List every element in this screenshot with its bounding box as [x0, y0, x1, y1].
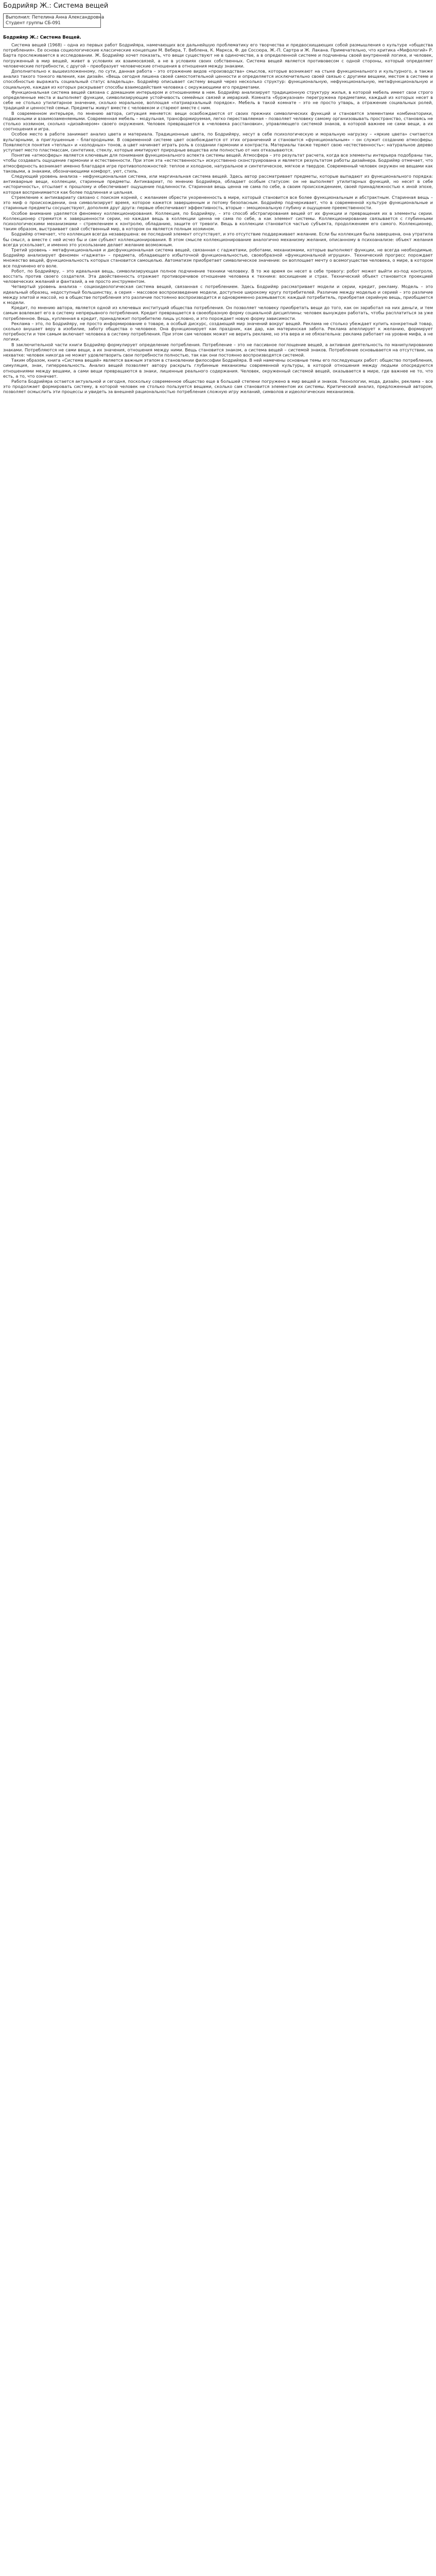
body-paragraph: Бодрийяр отмечает, что коллекция всегда незавершена: ее последний элемент отсутствует, и это отсутствие поддерживает желание. Если бы коллекция была завершена, она утратила бы смысл, а вместе с ней исчез бы и сам субъект коллекционирования. В этом смысле коллекционирование аналогично механизму желания, описанному в психоанализе: объект желания всегда ускользает, и именно это ускользание делает желание возможным. — [3, 231, 433, 247]
body-paragraph: Функциональная система вещей связана с домашним интерьером и отношениями в нем. Бодрийяр анализирует традиционную структуру жилья, в которой мебель имеет свои строго определенные места и выполняет функции, символизирующие устойчивость семейных связей и иерархий. Комната «буржуазная» перегружена предметами, каждый из которых несет в себе не столько утилитарное значение, сколько моральное, воплощая «патриархальный порядок». Мебель в такой комнате – это не просто утварь, а отражение социальных ролей, традиций и ценностей семьи. Предметы живут вместе с человеком и стареют вместе с ним. — [3, 89, 433, 111]
author-line: Выполнил: Петелина Анна Александровна — [6, 15, 104, 20]
body-paragraph: Четвертый уровень анализа – социоидеологическая система вещей, связанная с потреблением. Здесь Бодрийяр рассматривает модели и серии, кредит, рекламу. Модель – это идеальный образец, недоступный большинству, а серия – массовое воспроизведение модели, доступное широкому кругу потребителей. Различие между моделью и серией – это различие между элитой и массой, но в обществе потребления это различие постоянно воспроизводится и одновременно размывается: каждый потребитель, приобретая серийную вещь, приобщается к модели. — [3, 284, 433, 305]
author-info-box — [3, 13, 104, 28]
body-paragraph: Дополнительно к вышеизложенному, по сути, данная работа – это отражение видов «производства» смыслов, которые возникают на стыке функционального и культурного, а также анализ такого тонкого явления, как дизайн. «Вещь сегодня лишена своей самостоятельной ценности и определяется исключительно своей связью с другими вещами, местом в системе и способностью выражать социальный статус владельца». Бодрийяр описывает систему вещей через несколько структур: функциональную, нефункциональную, метафункциональную и социальную, каждая из которых раскрывает способы взаимодействия человека с окружающими его предметами. — [3, 69, 433, 90]
body-paragraph: Понятие «атмосферы» является ключевым для понимания функционального аспекта системы вещей. Атмосфера – это результат расчета, когда все элементы интерьера подобраны так, чтобы создавать ощущение гармонии и естественности. При этом эта «естественность» искусственно сконструирована и является результатом работы дизайнера. Бодрийяр отмечает, что атмосферность возникает именно благодаря игре противоположностей: теплое и холодное, натуральное и синтетическое, мягкое и твердое. Современный человек окружен не вещами как таковыми, а знаками, обозначающими комфорт, уют, стиль. — [3, 152, 433, 174]
body-paragraph: Особое внимание уделяется феномену коллекционирования. Коллекция, по Бодрийяру, – это способ абстрагирования вещей от их функции и превращения их в элементы серии. Коллекционер стремится к завершенности серии, но каждая вещь в коллекции ценна не сама по себе, а как элемент системы. Коллекционирование связывается с глубинными психологическими механизмами – стремлением к контролю, обладанию, защите от тревоги. Вещь в коллекции становится частью субъекта, продолжением его самого. Коллекционер, таким образом, выстраивает свой собственный мир, в котором он является полным хозяином. — [3, 210, 433, 232]
body-paragraph: Реклама – это, по Бодрийяру, не просто информирование о товаре, а особый дискурс, создающий мир значений вокруг вещей. Реклама не столько убеждает купить конкретный товар, сколько внушает веру в изобилие, заботу общества о человеке. Она функционирует как праздник, как дар, как материнская забота. Реклама апеллирует к желанию, формирует потребности и тем самым включает человека в систему потребления. При этом сам человек может не верить рекламе, но эта вера и не обязательна: реклама работает на уровне мифа, а не логики. — [3, 320, 433, 342]
group-line: Студент группы СБ-091 — [6, 21, 61, 26]
document-body — [3, 42, 433, 395]
body-paragraph: Система вещей (1968) – одна из первых работ Бодрийяра, намечающих все дальнейшую проблематику его творчества и предвосхищающих собой размышления о культуре «общества потребления». Ее основа социологические классические концепции М. Вебера, Т. Веблена, К. Маркса, Ф. де Соссюра, Ж.-П. Сартра и Ж. Лакана. Примечательно, что критика «Мифологий» Р. Барта прослеживается в исследовании. Ж. Бодрийяр хочет показать, что вещи существуют не в одиночестве, а в определенной системе и подчинены своей внутренней логике, и человек, погруженный в мир вещей, живет в условиях их взаимосвязей, а не в условиях своих собственных. Система вещей является противовесом с одной стороны, который определяет человеческие потребности, с другой – преобразует человеческие отношения в отношения между знаками. — [3, 42, 433, 69]
body-paragraph: Третий уровень – метафункциональная и дисфункциональная система вещей, связанная с гаджетами, роботами, механизмами, которые выполняют функции, не всегда необходимые. Бодрийяр анализирует феномен «гаджета» – предмета, обладающего избыточной функциональностью, своеобразной «функциональной игрушки». Технический прогресс порождает множество вещей, функциональность которых становится самоцелью. Автоматизм приобретает символическое значение: он воплощает мечту о всемогуществе человека, о мире, в котором все подчинено его воле. — [3, 247, 433, 268]
section-heading: Бодрийяр Ж.: Система Вещей. — [3, 35, 81, 40]
body-paragraph: В заключительной части книги Бодрийяр формулирует определение потребления. Потребление – это не пассивное поглощение вещей, а активная деятельность по манипулированию знаками. Потребляются не сами вещи, а их значения, отношения между ними. Вещь становится знаком, а система вещей – системой знаков. Потребление основывается на отсутствии, на нехватке: человек никогда не может удовлетворить свои потребности полностью, так как они постоянно воспроизводятся системой. — [3, 342, 433, 358]
body-paragraph: В современном интерьере, по мнению автора, ситуация меняется: вещи освобождаются от своих прежних символических функций и становятся элементами комбинаторики, подвижными и взаимозаменяемыми. Современная мебель – модульная, трансформируемая, легко переставляемая – позволяет человеку самому организовывать пространство, становясь не столько хозяином, сколько «дизайнером» своего окружения. Человек превращается в «человека расстановки», управляющего системой знаков, в которой важнее не сами вещи, а их соотношения и игра. — [3, 110, 433, 132]
body-paragraph: Кредит, по мнению автора, является одной из ключевых институций общества потребления. Он позволяет человеку приобретать вещи до того, как он заработал на них деньги, и тем самым вовлекает его в систему непрерывного потребления. Кредит превращается в своеобразную форму социальной дисциплины: человек вынужден работать, чтобы расплатиться за уже потребленное. Вещь, купленная в кредит, принадлежит потребителю лишь условно, и это порождает новую форму зависимости. — [3, 305, 433, 321]
body-paragraph: Стремление к антиквариату связано с поиском корней, с желанием обрести укорененность в мире, который становится все более функциональным и абстрактным. Старинная вещь – это миф о происхождении, она символизирует время, которое кажется завершенным и потому безопасным. Бодрийяр подчеркивает, что в современной культуре функциональные и старинные предметы сосуществуют, дополняя друг друга: первые обеспечивают эффективность, вторые – эмоциональную глубину и ощущение преемственности. — [3, 194, 433, 211]
body-paragraph: Работа Бодрийяра остается актуальной и сегодня, поскольку современное общество еще в большей степени погружено в мир вещей и знаков. Технологии, мода, дизайн, реклама – все это продолжает формировать систему, в которой человек не столько пользуется вещами, сколько сам становится элементом их системы. Критический анализ, предложенный автором, позволяет осмыслить эти процессы и увидеть за внешней рациональностью потребления сложную игру желаний, символов и идеологических механизмов. — [3, 379, 433, 395]
body-paragraph: Таким образом, книга «Система вещей» является важным этапом в становлении философии Бодрийяра. В ней намечены основные темы его последующих работ: общество потребления, симуляция, знак, гиперреальность. Анализ вещей позволяет автору раскрыть глубинные механизмы современной культуры, в которой отношения между людьми опосредуются отношениями между вещами, а сами вещи превращаются в знаки, лишенные реального содержания. Человек, окруженный системой вещей, оказывается в мире, где важнее не то, что есть, а то, что означает. — [3, 358, 433, 379]
body-paragraph: Следующий уровень анализа – нефункциональная система, или маргинальная система вещей. Здесь автор рассматривает предметы, которые выпадают из функционального порядка: антикварные вещи, коллекции, старинные предметы. Антиквариат, по мнению Бодрийяра, обладает особым статусом: он не выполняет утилитарных функций, но несет в себе «историчность», отсылает к прошлому и обеспечивает ощущение подлинности. Старинная вещь ценна не сама по себе, а своим происхождением, своей принадлежностью к иной эпохе, которая воспринимается как более подлинная и цельная. — [3, 174, 433, 195]
document-title: Бодрийяр Ж.: Система вещей — [3, 2, 109, 10]
body-paragraph: Робот, по Бодрийяру, – это идеальная вещь, символизирующая полное подчинение техники человеку. В то же время он несет в себе тревогу: робот может выйти из-под контроля, восстать против своего создателя. Эта двойственность отражает противоречивое отношение человека к технике: восхищение и страх. Технический объект становится проекцией человеческих желаний и фантазий, а не просто инструментом. — [3, 268, 433, 284]
body-paragraph: Особое место в работе занимает анализ цвета и материала. Традиционные цвета, по Бодрийяру, несут в себе психологическую и моральную нагрузку – «яркие цвета» считаются вульгарными, а приглушенные – благородными. В современной системе цвет освобождается от этих ограничений и становится «функциональным» – он служит созданию атмосферы. Появляются понятия «теплых» и «холодных» тонов, а цвет начинает играть роль в создании гармонии и контраста. Материалы также теряют свою «естественность»: натуральное дерево уступает место пластмассам, синтетике, стеклу, которые имитируют природные вещества или полностью от них отказываются. — [3, 131, 433, 153]
